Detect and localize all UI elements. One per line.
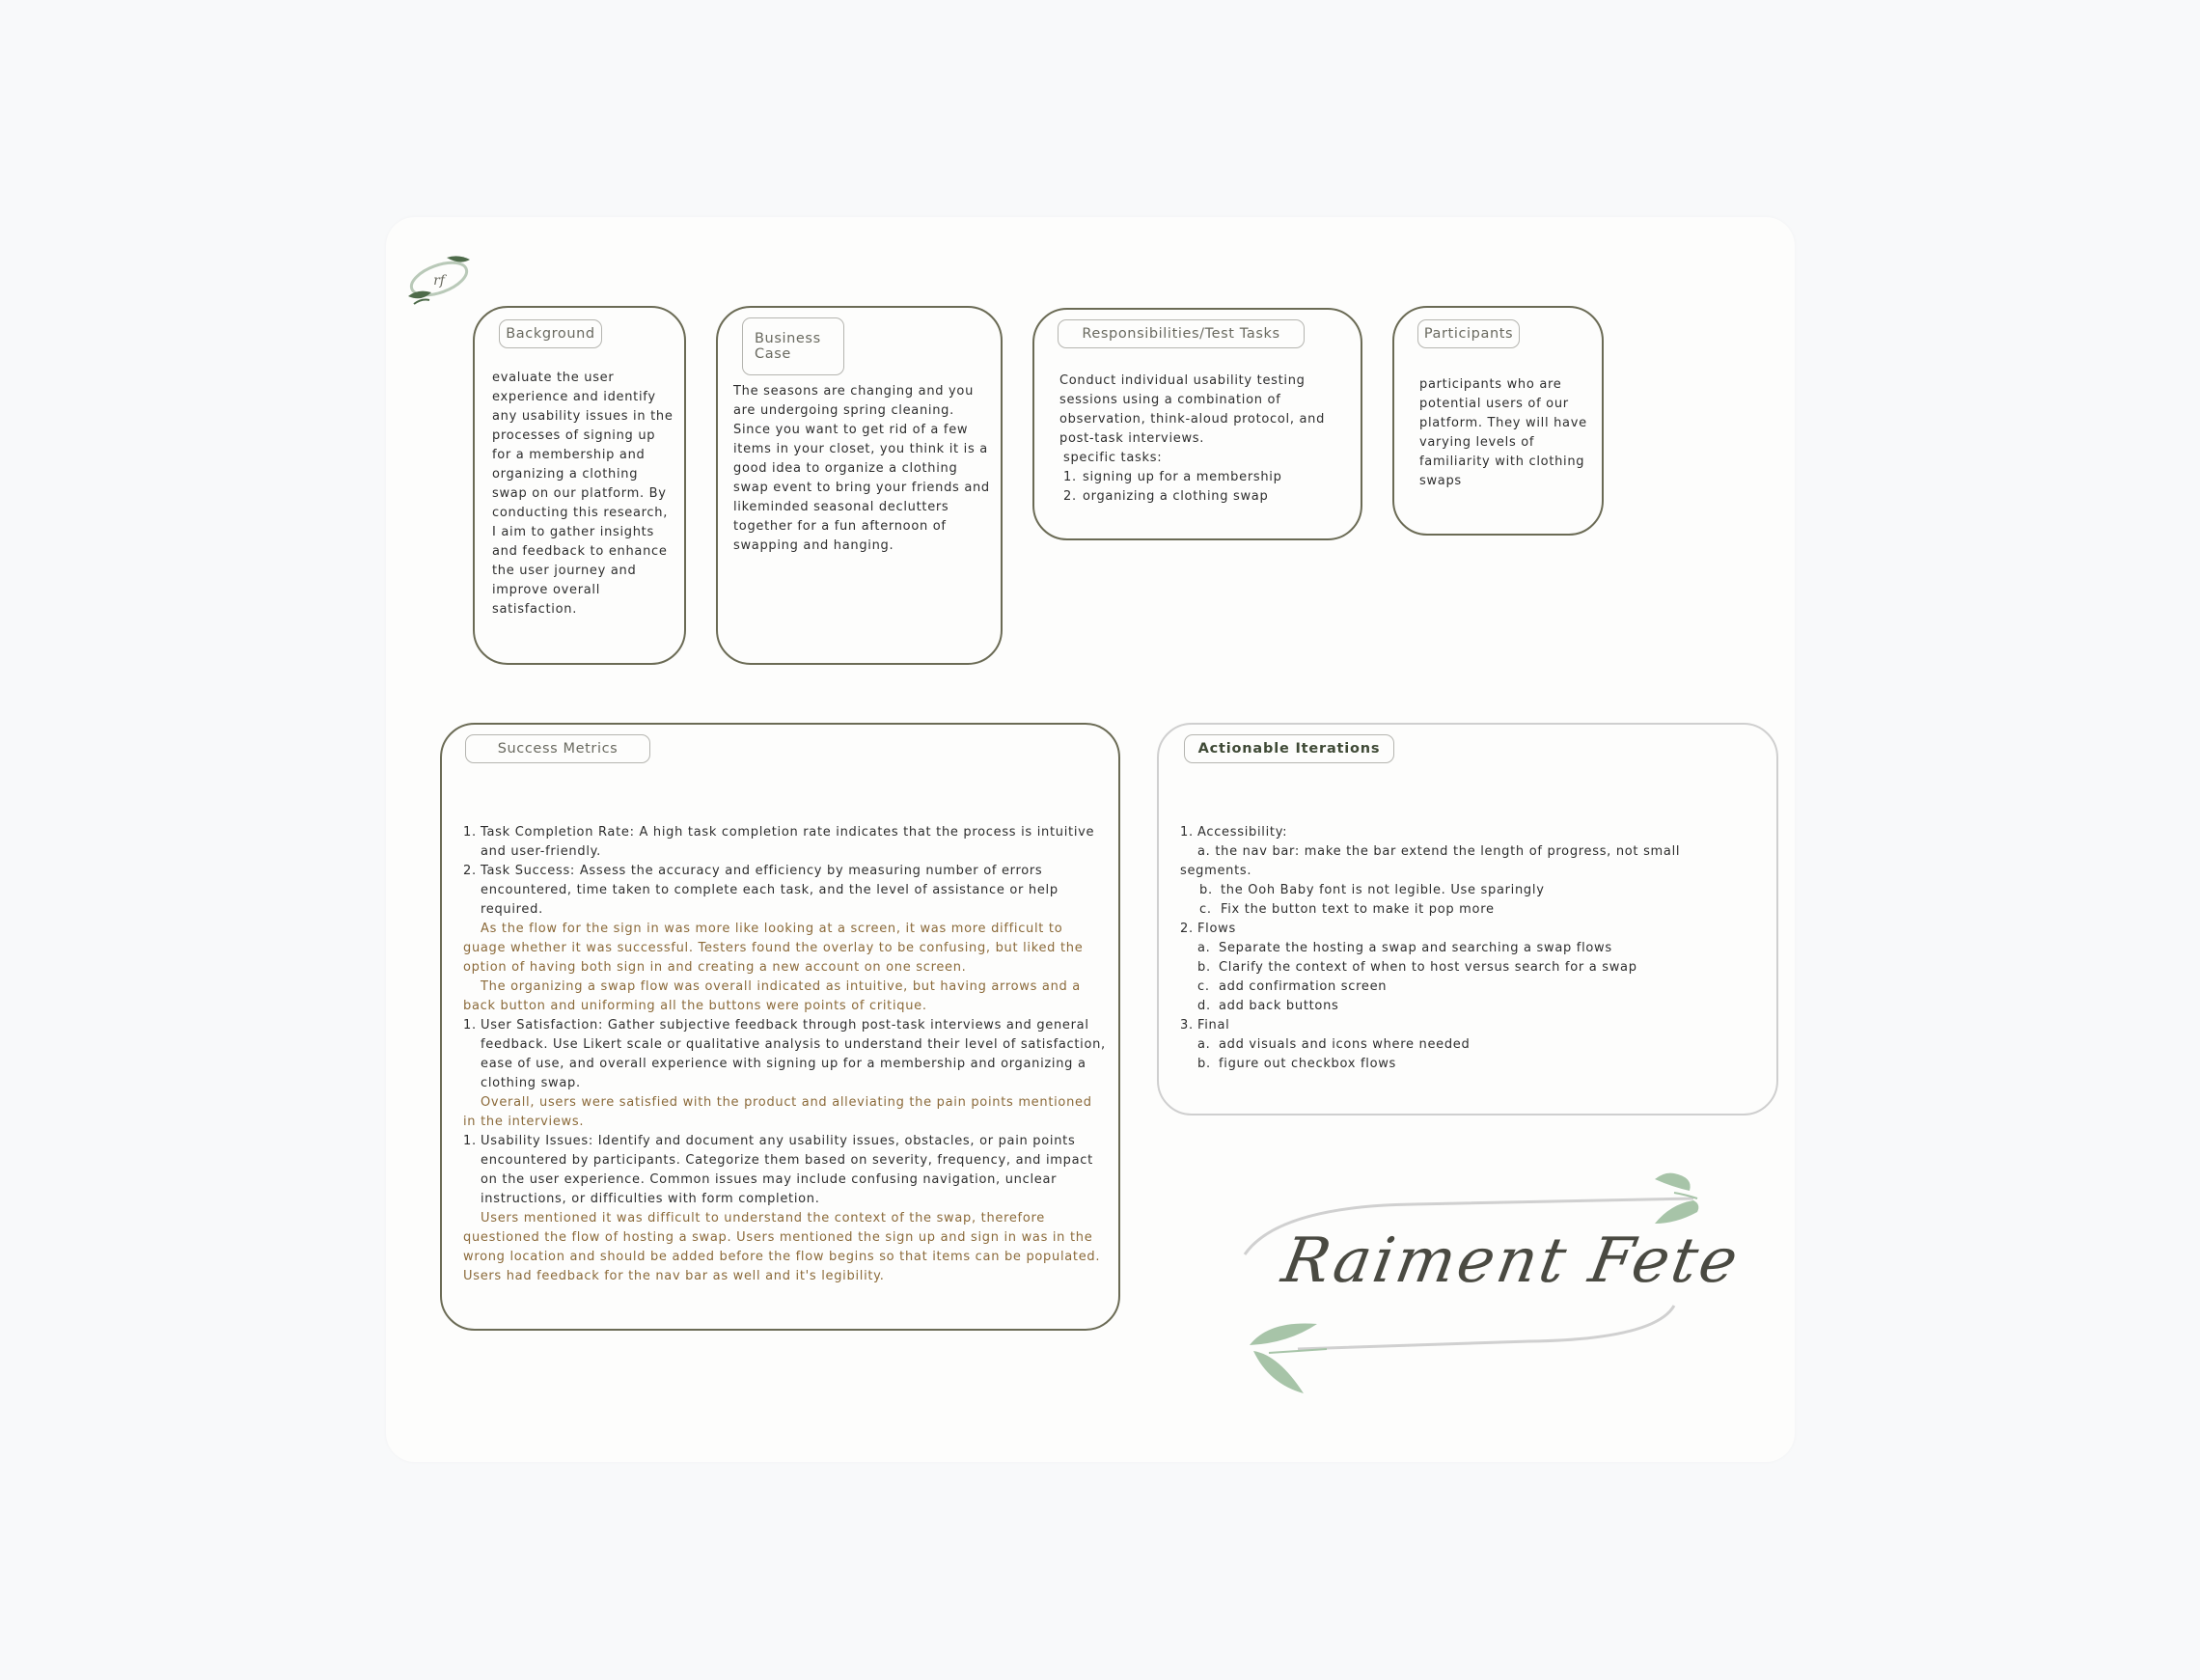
list-item: 2. organizing a clothing swap — [1063, 489, 1269, 504]
list-item: 1. User Satisfaction: Gather subjective feedback through post-task interviews and general feedback. Use Likert scale or qualitative analysis to understand their level of satisfaction, ease of use, and overall experience with signing up for a membership and organizing a clothing swap. — [463, 1018, 1106, 1090]
list-item: c. Fix the button text to make it pop more — [1199, 902, 1495, 917]
responsibilities-card — [1032, 308, 1362, 540]
list-item: 2. Task Success: Assess the accuracy and efficiency by measuring number of errors encountered, time taken to complete each task, and the level of assistance or help required. — [463, 864, 1059, 917]
list-item: d. add back buttons — [1197, 999, 1339, 1013]
finding-note: Overall, users were satisfied with the product and alleviating the pain points mentioned in the interviews. — [463, 1095, 1092, 1129]
business-case-tag: Business Case — [742, 317, 844, 375]
tasks-list — [1059, 468, 1349, 507]
actionable-iterations-card — [1157, 723, 1778, 1115]
list-item: 3. Final — [1180, 1018, 1230, 1033]
participants-text: participants who are potential users of our platform. They will have varying levels of familiarity with clothing swaps — [1419, 377, 1587, 488]
list-item: a. Separate the hosting a swap and searching a swap flows — [1197, 941, 1612, 955]
responsibilities-tag: Responsibilities/Test Tasks — [1058, 319, 1305, 348]
finding-note: Users mentioned it was difficult to understand the context of the swap, therefore questioned the flow of hosting a swap. Users mentioned the sign up and sign in was in the wrong location and should be added before the flow begins so that items can be populated. Users had feedback for the nav bar as well and it's legibility. — [463, 1211, 1101, 1283]
logo-icon — [400, 246, 478, 312]
list-item: 1. Usability Issues: Identify and document any usability issues, obstacles, or pain points encountered by participants. Categorize them based on severity, frequency, and impact on the user experience. Common issues may include confusing navigation, unclear instructions, or difficulties with form completion. — [463, 1134, 1093, 1206]
list-item: 1. Task Completion Rate: A high task completion rate indicates that the process is intuitive and user-friendly. — [463, 825, 1095, 859]
background-card — [473, 306, 686, 665]
success-metrics-tag: Success Metrics — [465, 734, 650, 763]
business-case-text: The seasons are changing and you are undergoing spring cleaning. Since you want to get rid of a few items in your closet, you think it is a good idea to organize a clothing swap event to bring your friends and likeminded seasonal declutters together for a fun afternoon of swapping and hanging. — [733, 384, 990, 553]
background-text: evaluate the user experience and identify any usability issues in the processes of signing up for a membership and organizing a clothing swap on our platform. By conducting this research, I aim to gather insights and feedback to enhance the user journey and improve overall satisfaction. — [492, 371, 674, 617]
participants-tag: Participants — [1417, 319, 1520, 348]
logo-letters: rf — [433, 273, 445, 289]
tasks-label: specific tasks: — [1063, 451, 1163, 465]
success-metrics-card — [440, 723, 1120, 1331]
actionable-iterations-tag: Actionable Iterations — [1184, 734, 1394, 763]
actionable-iterations-text — [1180, 823, 1720, 1074]
list-item: a. the nav bar: make the bar extend the length of progress, not small segments. — [1180, 844, 1681, 878]
list-item: 1. signing up for a membership — [1063, 470, 1282, 484]
background-tag: Background — [499, 319, 602, 348]
business-case-card — [716, 306, 1003, 665]
responsibilities-description: Conduct individual usability testing sessions using a combination of observation, think-aloud protocol, and post-task interviews. — [1059, 373, 1326, 446]
list-item: a. add visuals and icons where needed — [1197, 1037, 1471, 1052]
list-item: b. Clarify the context of when to host versus search for a swap — [1197, 960, 1637, 975]
finding-note: As the flow for the sign in was more like looking at a screen, it was more difficult to guage whether it was successful. Testers found the overlay to be confusing, but liked the option of having both sign in and creating a new account on one screen. — [463, 922, 1084, 975]
finding-note: The organizing a swap flow was overall indicated as intuitive, but having arrows and a back button and uniforming all the buttons were points of critique. — [463, 979, 1081, 1013]
responsibilities-text — [1059, 372, 1349, 507]
list-item: c. add confirmation screen — [1197, 979, 1388, 994]
brand-wordmark: Raiment Fete — [1277, 1226, 1746, 1297]
list-item: b. figure out checkbox flows — [1197, 1057, 1397, 1071]
success-metrics-text — [463, 823, 1106, 1286]
list-item: 1. Accessibility: — [1180, 825, 1288, 840]
participants-card — [1392, 306, 1604, 536]
list-item: 2. Flows — [1180, 922, 1236, 936]
list-item: b. the Ooh Baby font is not legible. Use sparingly — [1199, 883, 1545, 897]
